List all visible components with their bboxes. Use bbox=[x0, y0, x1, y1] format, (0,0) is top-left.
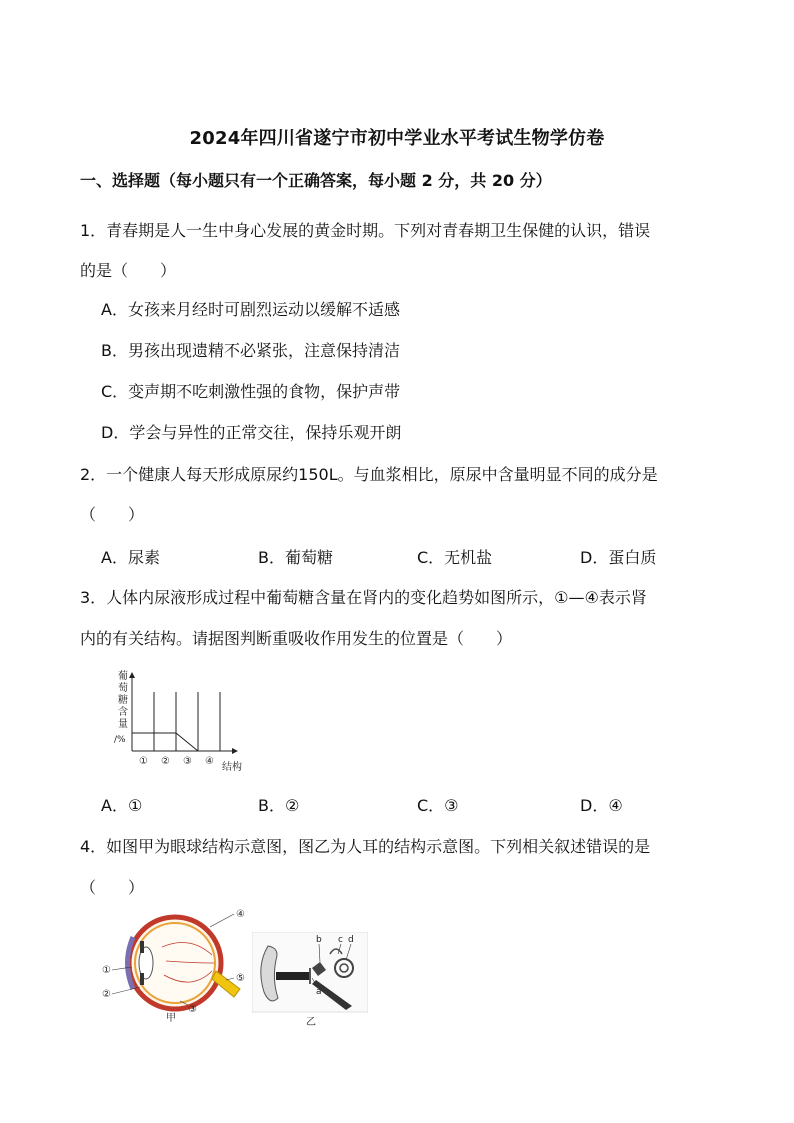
eye-structure-figure bbox=[100, 905, 260, 1025]
question-1-stem-line1: 1．青春期是人一生中身心发展的黄金时期。下列对青春期卫生保健的认识，错误 bbox=[80, 221, 651, 240]
question-3-option-b: B．② bbox=[258, 796, 300, 815]
question-1-option-b: B．男孩出现遗精不必紧张，注意保持清洁 bbox=[101, 341, 400, 360]
question-3-stem-line2: 内的有关结构。请据图判断重吸收作用发生的位置是（ ） bbox=[80, 629, 513, 648]
question-3-option-c: C．③ bbox=[417, 796, 459, 815]
x-tick-3: ③ bbox=[183, 756, 192, 767]
iris-top bbox=[140, 941, 144, 953]
ear-label-c: c bbox=[338, 935, 343, 945]
eye-label-1: ① bbox=[102, 965, 111, 976]
question-3-stem-line1: 3．人体内尿液形成过程中葡萄糖含量在肾内的变化趋势如图所示，①—④表示肾 bbox=[80, 588, 647, 607]
question-1-option-c: C．变声期不吃刺激性强的食物，保护声带 bbox=[101, 382, 401, 401]
question-2-stem-line1: 2．一个健康人每天形成原尿约150L。与血浆相比，原尿中含量明显不同的成分是 bbox=[80, 465, 658, 484]
question-3-option-a: A．① bbox=[101, 796, 143, 815]
y-label-char-2: 萄 bbox=[118, 683, 128, 694]
ear-canal bbox=[276, 972, 310, 980]
ear-caption: 乙 bbox=[306, 1017, 316, 1028]
y-label-char-5: 量 bbox=[118, 719, 128, 730]
question-2-option-d: D．蛋白质 bbox=[580, 548, 657, 567]
eye-label-4: ④ bbox=[236, 909, 245, 920]
x-tick-1: ① bbox=[139, 756, 148, 767]
y-label-char-1: 葡 bbox=[118, 671, 128, 682]
eye-label-3: ③ bbox=[188, 1004, 197, 1015]
x-tick-4: ④ bbox=[205, 756, 214, 767]
question-2-option-b: B．葡萄糖 bbox=[258, 548, 333, 567]
eye-label-2: ② bbox=[102, 989, 111, 1000]
ear-label-b: b bbox=[316, 935, 322, 945]
y-axis-arrow bbox=[129, 672, 135, 678]
y-axis-label bbox=[118, 669, 128, 730]
question-4-stem-line2: （ ） bbox=[80, 878, 145, 897]
question-2-option-c: C．无机盐 bbox=[417, 548, 493, 567]
question-3-option-d: D．④ bbox=[580, 796, 623, 815]
question-1-stem-line2: 的是（ ） bbox=[80, 261, 177, 280]
y-axis-unit: /% bbox=[114, 735, 126, 745]
y-label-char-4: 含 bbox=[118, 707, 128, 718]
question-2-option-a: A．尿素 bbox=[101, 548, 160, 567]
glucose-trend-figure bbox=[112, 668, 252, 778]
x-axis-label: 结构 bbox=[222, 762, 242, 773]
y-label-char-3: 糖 bbox=[118, 695, 128, 706]
question-2-stem-line2: （ ） bbox=[80, 505, 145, 524]
ear-label-a: a bbox=[316, 987, 322, 997]
ear-structure-figure bbox=[252, 932, 368, 1028]
glucose-trend-line bbox=[132, 733, 198, 751]
question-1-option-d: D．学会与异性的正常交往，保持乐观开朗 bbox=[101, 423, 402, 442]
page-title: 2024年四川省遂宁市初中学业水平考试生物学仿卷 bbox=[189, 128, 605, 149]
ear-label-d: d bbox=[348, 935, 354, 945]
eye-leader-4 bbox=[210, 914, 234, 927]
iris-bottom bbox=[140, 973, 144, 985]
question-1-option-a: A．女孩来月经时可剧烈运动以缓解不适感 bbox=[101, 300, 400, 319]
x-tick-2: ② bbox=[161, 756, 170, 767]
x-axis-arrow bbox=[232, 748, 238, 754]
section-heading: 一、选择题（每小题只有一个正确答案，每小题 2 分，共 20 分） bbox=[80, 171, 552, 190]
question-4-stem-line1: 4．如图甲为眼球结构示意图，图乙为人耳的结构示意图。下列相关叙述错误的是 bbox=[80, 837, 651, 856]
eye-label-5: ⑤ bbox=[236, 973, 245, 984]
eye-caption: 甲 bbox=[166, 1013, 176, 1024]
